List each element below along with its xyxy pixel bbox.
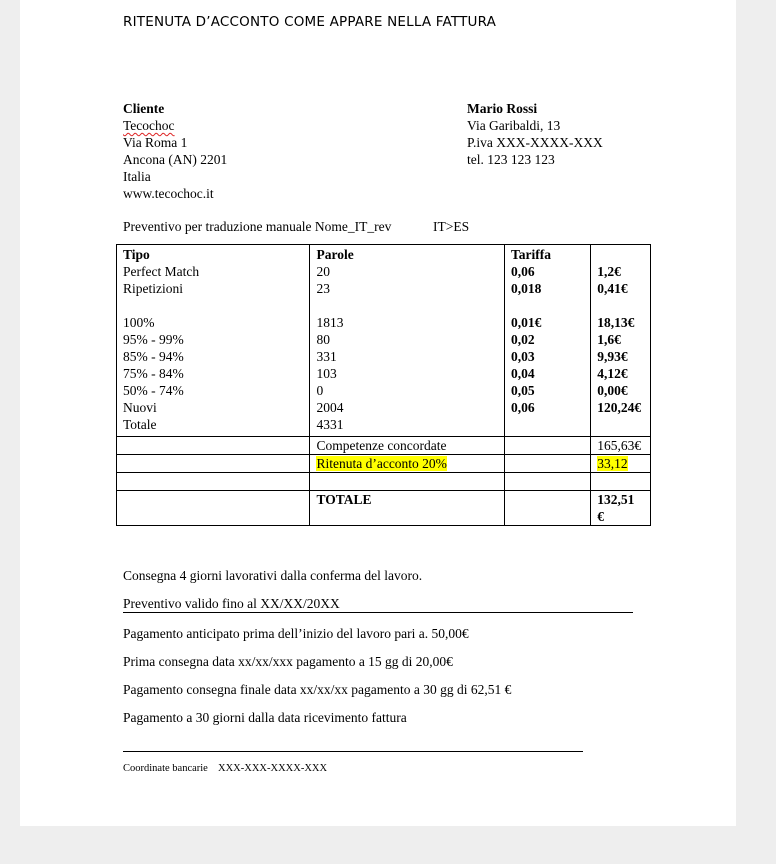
cell-tariffa — [505, 416, 591, 437]
cell-tipo: Nuovi — [117, 399, 310, 416]
client-address: Via Roma 1 — [123, 135, 188, 150]
separator-line — [123, 612, 633, 613]
cell-totale: 18,13€ — [591, 314, 651, 331]
cell-tariffa: 0,03 — [505, 348, 591, 365]
header-tariffa: Tariffa — [505, 245, 591, 264]
table-row — [117, 280, 651, 297]
header-parole: Parole — [310, 245, 505, 264]
validity-note: Preventivo valido fino al XX/XX/20XX — [123, 596, 340, 611]
payment-line-1: Pagamento anticipato prima dell’inizio del lavoro pari a. 50,00€ — [123, 626, 469, 641]
cell-parole: 331 — [310, 348, 505, 365]
cell-parole: 2004 — [310, 399, 505, 416]
table-row — [117, 382, 651, 399]
cell-tariffa: 0,06 — [505, 399, 591, 416]
table-row — [117, 365, 651, 382]
cell-totale: 4,12€ — [591, 365, 651, 382]
table-spacer-row — [117, 297, 651, 314]
bank-value: XXX-XXX-XXXX-XXX — [218, 763, 328, 774]
cell-parole: 0 — [310, 382, 505, 399]
table-header-row — [117, 245, 651, 264]
cell-tipo: Perfect Match — [117, 263, 310, 280]
provider-name: Mario Rossi — [467, 101, 538, 116]
table-row — [117, 314, 651, 331]
cell-totale: 1,2€ — [591, 263, 651, 280]
cell-tipo: Ripetizioni — [117, 280, 310, 297]
totale-row — [117, 491, 651, 526]
bank-label: Coordinate bancarie — [123, 763, 208, 774]
cell-tariffa: 0,01€ — [505, 314, 591, 331]
cell-totale: 120,24€ — [591, 399, 651, 416]
provider-vat: P.iva XXX-XXXX-XXX — [467, 135, 603, 150]
cell-tariffa: 0,06 — [505, 263, 591, 280]
client-country: Italia — [123, 169, 151, 184]
table-row — [117, 348, 651, 365]
totale-value: 132,51 € — [591, 491, 651, 526]
cell-totale: 9,93€ — [591, 348, 651, 365]
cell-tariffa: 0,02 — [505, 331, 591, 348]
cell-parole: 1813 — [310, 314, 505, 331]
quote-table — [116, 244, 651, 526]
payment-line-4: Pagamento a 30 giorni dalla data ricevimento fattura — [123, 710, 407, 725]
cell-tipo: 85% - 94% — [117, 348, 310, 365]
cell-parole: 103 — [310, 365, 505, 382]
cell-totale: 0,00€ — [591, 382, 651, 399]
header-tipo: Tipo — [117, 245, 310, 264]
provider-address: Via Garibaldi, 13 — [467, 118, 561, 133]
cell-parole: 80 — [310, 331, 505, 348]
cell-tipo: 75% - 84% — [117, 365, 310, 382]
cell-tipo: 100% — [117, 314, 310, 331]
cell-parole: 4331 — [310, 416, 505, 437]
separator-line — [123, 751, 583, 752]
language-pair: IT>ES — [433, 219, 470, 234]
competenze-row — [117, 437, 651, 455]
cell-tariffa: 0,05 — [505, 382, 591, 399]
client-name: Tecochoc — [123, 118, 175, 133]
client-label: Cliente — [123, 101, 165, 116]
cell-tipo: 50% - 74% — [117, 382, 310, 399]
ritenuta-value: 33,12 — [597, 456, 628, 471]
header-totale — [591, 245, 651, 264]
ritenuta-label: Ritenuta d’acconto 20% — [316, 456, 447, 471]
cell-totale — [591, 416, 651, 437]
table-row — [117, 416, 651, 437]
cell-tariffa: 0,018 — [505, 280, 591, 297]
cell-totale: 0,41€ — [591, 280, 651, 297]
provider-phone: tel. 123 123 123 — [467, 152, 555, 167]
client-website: www.tecochoc.it — [123, 186, 214, 201]
cell-tipo: 95% - 99% — [117, 331, 310, 348]
document-heading: RITENUTA D’ACCONTO COME APPARE NELLA FATTURA — [123, 14, 497, 30]
table-row — [117, 263, 651, 280]
cell-tipo: Totale — [117, 416, 310, 437]
delivery-note: Consegna 4 giorni lavorativi dalla conferma del lavoro. — [123, 568, 423, 583]
quote-title: Preventivo per traduzione manuale Nome_IT_rev — [123, 219, 392, 234]
totale-label: TOTALE — [310, 491, 505, 526]
client-city: Ancona (AN) 2201 — [123, 152, 228, 167]
payment-line-2: Prima consegna data xx/xx/xxx pagamento a 15 gg di 20,00€ — [123, 654, 453, 669]
document-page — [20, 0, 736, 826]
ritenuta-row — [117, 455, 651, 473]
table-row — [117, 331, 651, 348]
payment-line-3: Pagamento consegna finale data xx/xx/xx pagamento a 30 gg di 62,51 € — [123, 682, 512, 697]
competenze-value: 165,63€ — [591, 437, 651, 455]
table-empty-row — [117, 473, 651, 491]
cell-parole: 23 — [310, 280, 505, 297]
competenze-label: Competenze concordate — [310, 437, 505, 455]
cell-parole: 20 — [310, 263, 505, 280]
cell-totale: 1,6€ — [591, 331, 651, 348]
cell-tariffa: 0,04 — [505, 365, 591, 382]
table-row — [117, 399, 651, 416]
